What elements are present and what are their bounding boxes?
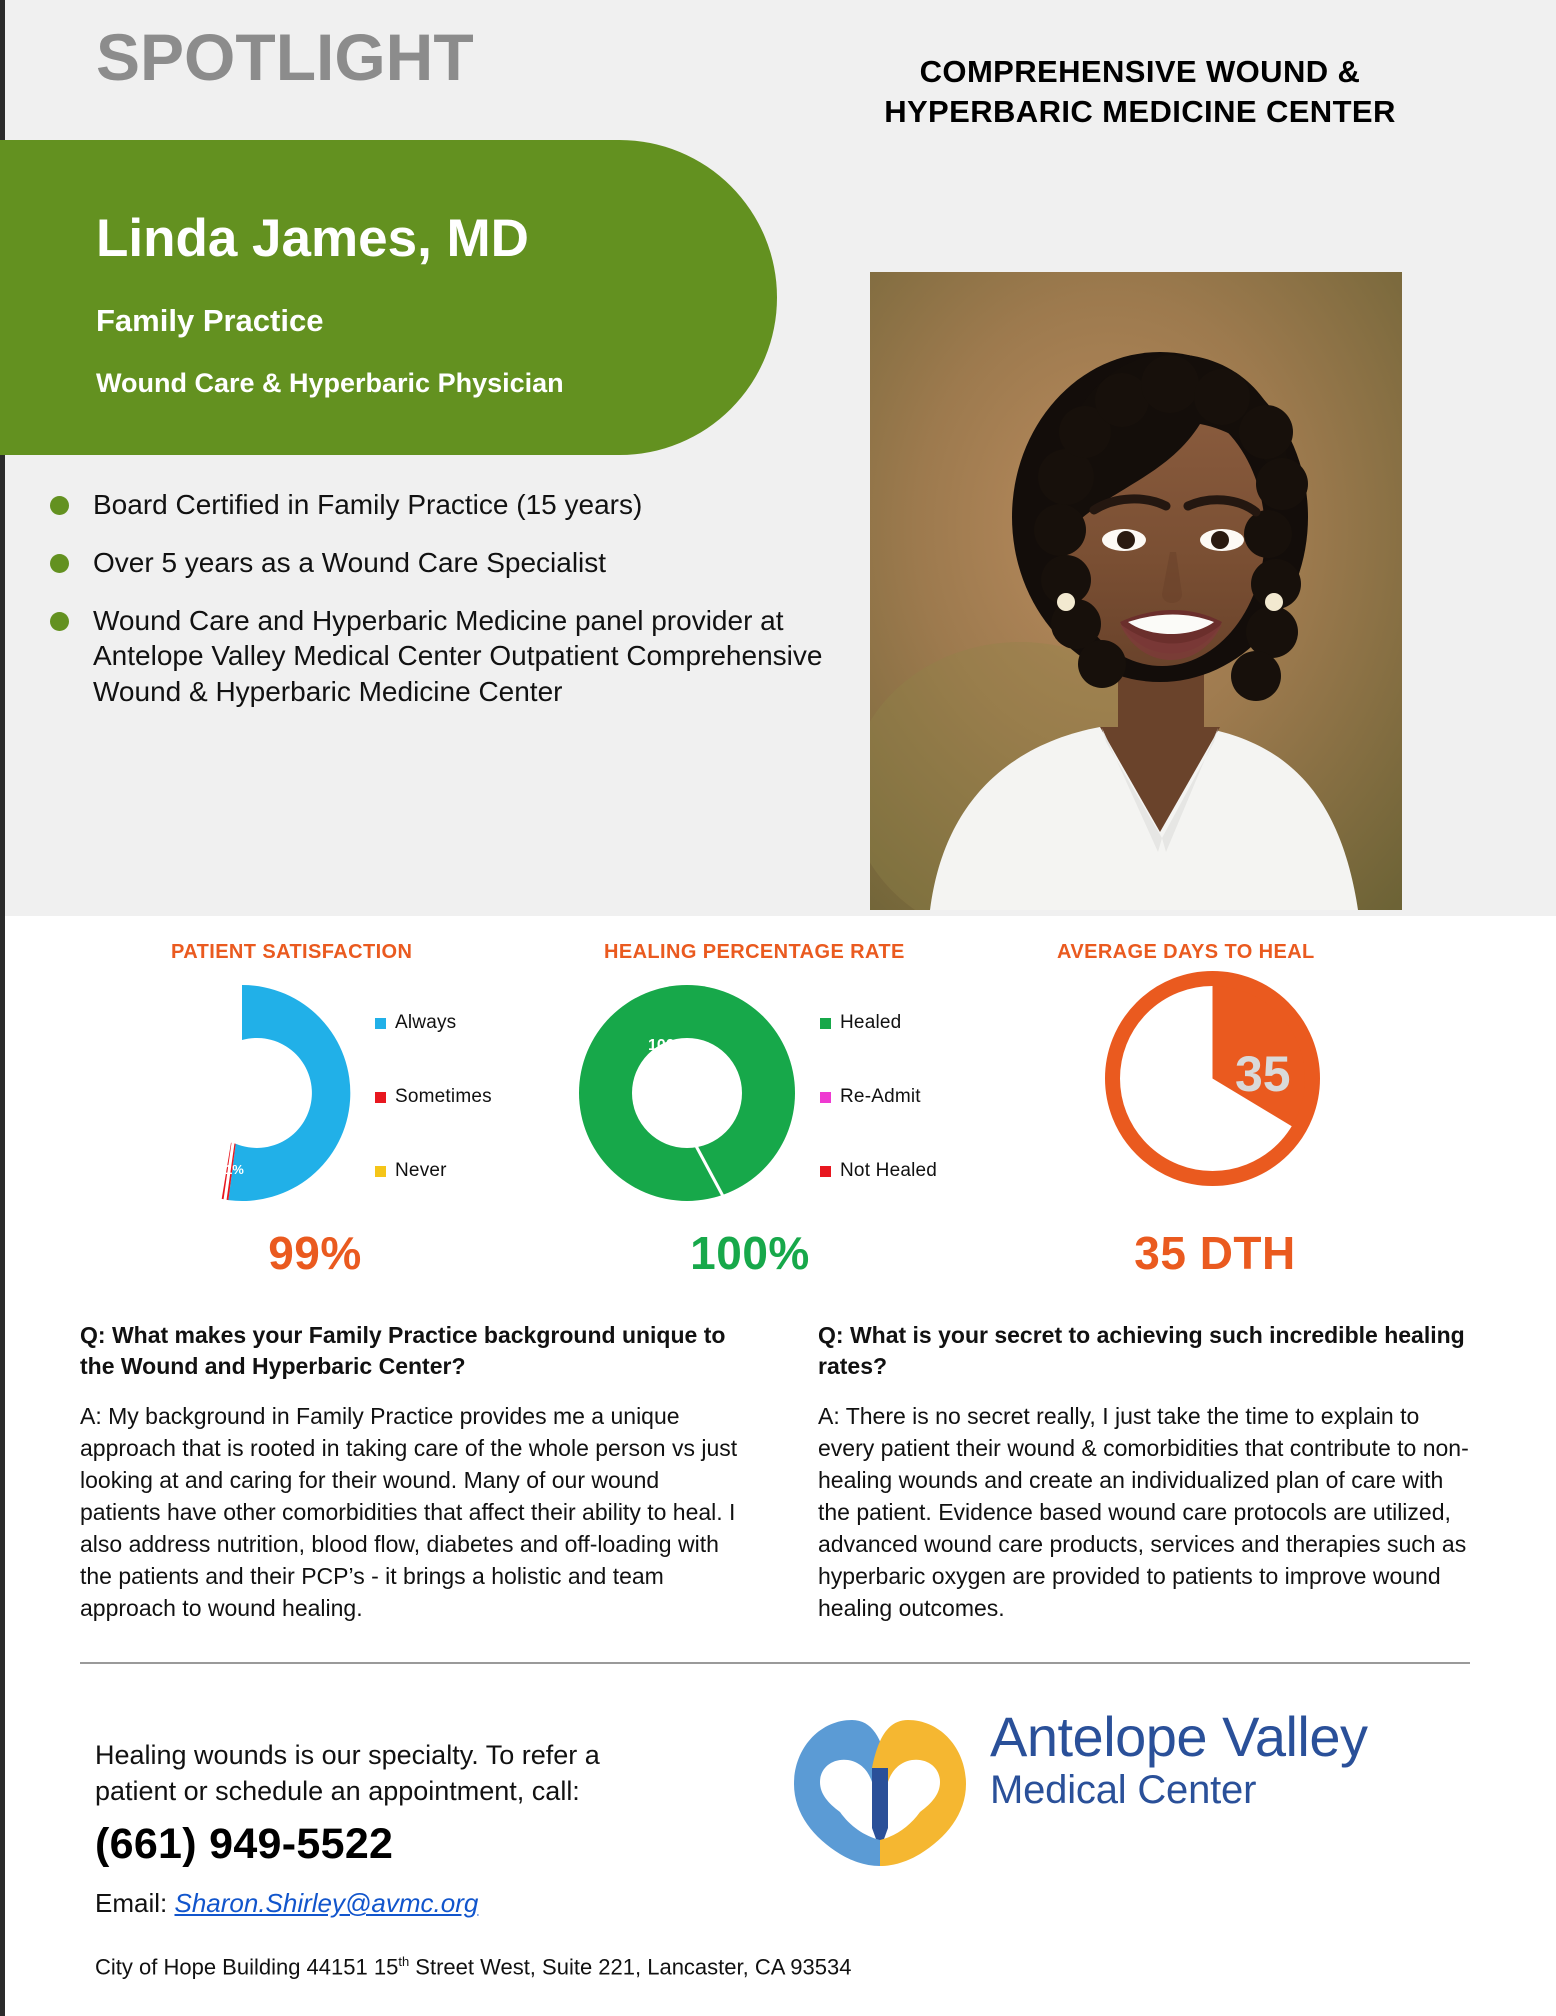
email-label: Email:: [95, 1888, 168, 1918]
legend-label: Never: [395, 1160, 447, 1181]
address-pre: City of Hope Building 44151 15: [95, 1954, 399, 1980]
list-item-label: Over 5 years as a Wound Care Specialist: [93, 546, 607, 578]
legend-swatch-healed: [820, 1018, 831, 1029]
qa-section: [0, 1320, 1556, 1650]
chart-average-days-to-heal: [1005, 916, 1505, 1316]
legend-label: Always: [395, 1012, 457, 1033]
address: [95, 1954, 851, 1980]
legend-label: Healed: [840, 1012, 902, 1033]
profile-banner: [0, 140, 777, 455]
list-item: [50, 487, 840, 523]
legend-swatch-sometimes: [375, 1092, 386, 1103]
footer-divider: [80, 1662, 1470, 1664]
legend-swatch-never: [375, 1166, 386, 1177]
chart-title: HEALING PERCENTAGE RATE: [604, 941, 905, 963]
qa-block-right: [818, 1320, 1478, 1625]
doctor-role: Wound Care & Hyperbaric Physician: [96, 368, 564, 398]
doctor-specialty: Family Practice: [96, 303, 324, 338]
stat-value: 35 DTH: [1134, 1227, 1296, 1279]
logo-wordmark: [990, 1705, 1368, 1813]
bullet-dot-icon: [50, 554, 69, 573]
chart-center-value: 35: [1235, 1046, 1291, 1102]
logo-line2: Medical Center: [990, 1767, 1257, 1812]
phone-number[interactable]: (661) 949-5522: [95, 1820, 394, 1868]
credentials-list: [50, 487, 840, 732]
email-link[interactable]: Sharon.Shirley@avmc.org: [174, 1888, 479, 1918]
list-item-label: Wound Care and Hyperbaric Medicine panel provider at Antelope Valley Medical Center Outpatient Comprehensive Wound & Hyperbaric Medicine Center: [93, 604, 823, 708]
legend-swatch-always: [375, 1018, 386, 1029]
legend-label: Sometimes: [395, 1086, 492, 1107]
donut-chart: [127, 978, 357, 1208]
qa-answer: A: My background in Family Practice provides me a unique approach that is rooted in taking care of the whole person vs just looking at and caring for their wound. Many of our wound patients have other comorbidities that affect their ability to heal. I also address nutrition, blood flow, diabetes and off-loading with the patients and their PCP’s - it brings a holistic and team approach to wound healing.: [80, 1403, 738, 1621]
qa-question: Q: What is your secret to achieving such incredible healing rates?: [818, 1322, 1465, 1379]
center-name-line1: COMPREHENSIVE WOUND &: [919, 54, 1361, 89]
chart-data-label: 100%: [648, 1037, 689, 1054]
address-post: Street West, Suite 221, Lancaster, CA 93534: [409, 1954, 852, 1980]
legend-swatch-readmit: [820, 1092, 831, 1103]
bullet-dot-icon: [50, 496, 69, 515]
chart-title: PATIENT SATISFACTION: [171, 941, 413, 963]
list-item: [50, 545, 840, 581]
list-item: [50, 603, 840, 710]
page-title: SPOTLIGHT: [96, 20, 474, 94]
footer-cta: Healing wounds is our specialty. To refer a patient or schedule an appointment, call:: [95, 1740, 600, 1806]
doctor-photo: [870, 272, 1402, 910]
address-ordinal: th: [398, 1954, 410, 1969]
list-item-label: Board Certified in Family Practice (15 years): [93, 489, 643, 520]
footer: [0, 1680, 1556, 2016]
av-heart-icon: [790, 1708, 970, 1868]
email-row: [95, 1888, 478, 1919]
bullet-dot-icon: [50, 612, 69, 631]
legend-label: Not Healed: [840, 1160, 938, 1181]
center-name: [830, 52, 1450, 131]
qa-block-left: [80, 1320, 740, 1625]
chart-title: AVERAGE DAYS TO HEAL: [1057, 941, 1315, 963]
logo-line1: Antelope Valley: [990, 1705, 1368, 1768]
chart-data-label: 1%: [225, 1162, 244, 1177]
chart-data-label: 99%: [197, 1035, 228, 1052]
qa-answer: A: There is no secret really, I just take the time to explain to every patient their wound & comorbidities that contribute to non-healing wounds and create an individualized plan of care with the patient. Evidence based wound care protocols are utilized, advanced wound care products, services and therapies such as hyperbaric oxygen are provided to patients to improve wound healing outcomes.: [818, 1403, 1469, 1621]
pie-chart: [1105, 971, 1320, 1186]
avmc-logo: [790, 1690, 1490, 1890]
qa-question: Q: What makes your Family Practice background unique to the Wound and Hyperbaric Center?: [80, 1322, 726, 1379]
legend-swatch-not-healed: [820, 1166, 831, 1177]
doctor-name: Linda James, MD: [96, 209, 529, 268]
metrics-charts: [5, 916, 1556, 1316]
center-name-line2: HYPERBARIC MEDICINE CENTER: [884, 93, 1396, 129]
stat-value: 100%: [690, 1227, 810, 1279]
donut-chart: [572, 978, 802, 1208]
legend-label: Re-Admit: [840, 1086, 921, 1107]
stat-value: 99%: [268, 1227, 362, 1279]
